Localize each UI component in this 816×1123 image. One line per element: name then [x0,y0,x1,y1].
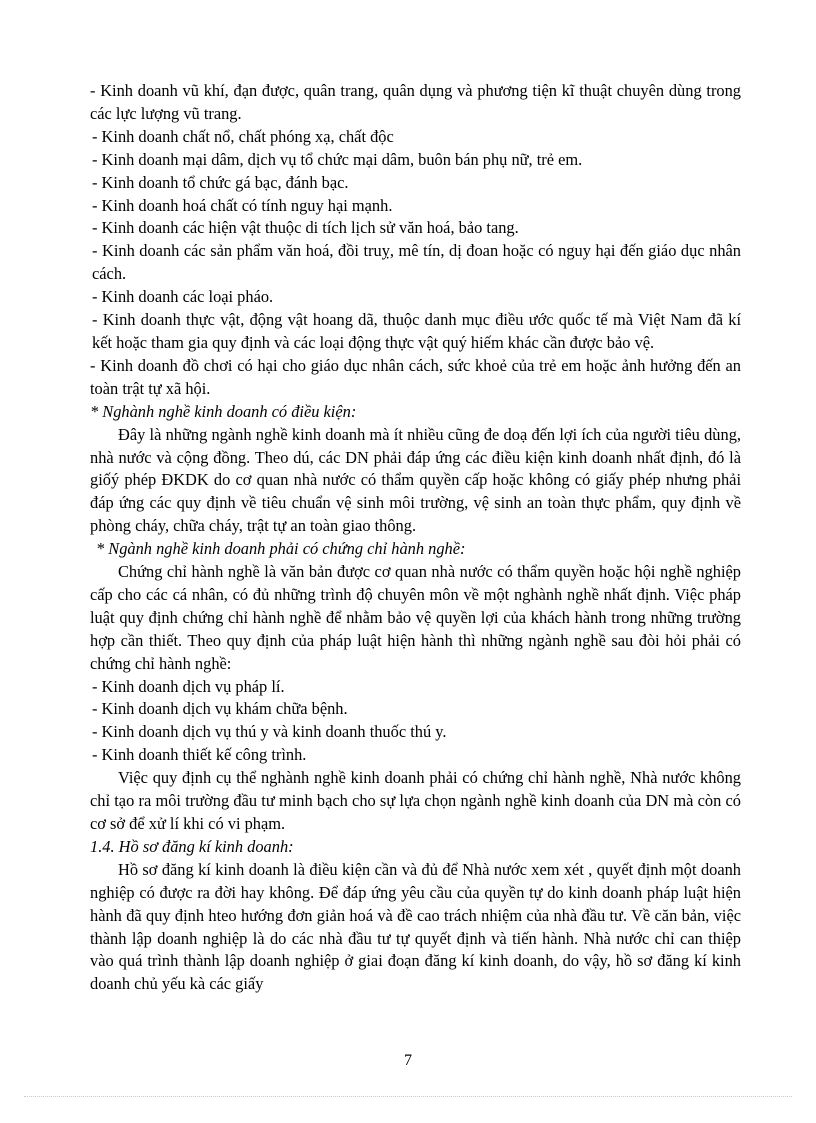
section-heading: * Nghành nghề kinh doanh có điều kiện: [90,401,357,421]
list-item: - Kinh doanh dịch vụ pháp lí. [92,676,285,696]
paragraph: Việc quy định cụ thể nghành nghề kinh doanh phải có chứng chỉ hành nghề, Nhà nước không chỉ tạo ra môi trường đầu tư minh bạch cho sự lựa chọn ngành nghề kinh doanh của DN mà còn có cơ sở để xử lí khi có vi phạm. [90,768,741,833]
paragraph: Hồ sơ đăng kí kinh doanh là điều kiện cần và đủ để Nhà nước xem xét , quyết định một doanh nghiệp có được ra đời hay không. Để đáp ứng yêu cầu của quyền tự do kinh doanh pháp luật hiện hành đã quy định hteo hướng đơn giản hoá và đề cao trách nhiệm của nhà đầu tư. Về căn bản, việc thành lập doanh nghiệp là do các nhà đầu tư tự quyết định và tiến hành. Nhà nước chỉ can thiệp vào quá trình thành lập doanh nghiệp ở giai đoạn đăng kí kinh doanh, do vậy, hồ sơ đăng kí kinh doanh chủ yếu kà các giấy [90,859,741,994]
document-page [90,80,741,996]
section-heading: 1.4. Hồ sơ đăng kí kinh doanh: [90,836,294,856]
list-item: - Kinh doanh thực vật, động vật hoang dã, thuộc danh mục điều ước quốc tế mà Việt Nam đã kí kết hoặc tham gia quy định và các loại động thực vật quý hiếm khác cần được bảo vệ. [92,310,741,352]
list-item: - Kinh doanh hoá chất có tính nguy hại mạnh. [92,195,393,215]
list-item: - Kinh doanh vũ khí, đạn được, quân trang, quân dụng và phương tiện kĩ thuật chuyên dùng trong các lực lượng vũ trang. [90,81,741,123]
list-item: - Kinh doanh chất nổ, chất phóng xạ, chất độc [92,126,394,146]
list-item: - Kinh doanh thiết kế công trình. [92,745,307,765]
list-item: - Kinh doanh mại dâm, dịch vụ tổ chức mại dâm, buôn bán phụ nữ, trẻ em. [92,149,583,169]
list-item: - Kinh doanh các hiện vật thuộc di tích lịch sử văn hoá, bảo tang. [92,218,519,238]
section-heading: * Ngành nghề kinh doanh phải có chứng chỉ hành nghề: [96,539,466,559]
list-item: - Kinh doanh dịch vụ thú y và kinh doanh thuốc thú y. [92,722,447,742]
footer-divider [24,1096,792,1097]
list-item: - Kinh doanh các sản phẩm văn hoá, đồi truỵ, mê tín, dị đoan hoặc có nguy hại đến giáo dục nhân cách. [92,241,741,284]
list-item: - Kinh doanh đồ chơi có hại cho giáo dục nhân cách, sức khoẻ của trẻ em hoặc ảnh hưởng đến an toàn trật tự xã hội. [90,355,741,398]
list-item: - Kinh doanh tổ chức gá bạc, đánh bạc. [92,172,349,192]
page-number: 7 [404,1052,412,1069]
list-item: - Kinh doanh các loại pháo. [92,287,274,307]
list-item: - Kinh doanh dịch vụ khám chữa bệnh. [92,699,348,719]
paragraph: Chứng chỉ hành nghề là văn bản được cơ quan nhà nước có thẩm quyền hoặc hội nghề nghiệp cấp cho các cá nhân, có đủ những trình độ chuyên môn về một nghành nghề nhất định. Việc pháp luật quy định chứng chỉ hành nghề để nhằm bảo vệ quyền lợi của khách hành trong những trường hợp cần thiết. Theo quy định của pháp luật hiện hành thì những ngành nghề sau đòi hỏi phải có chứng chỉ hành nghề: [90,562,741,673]
paragraph: Đây là những ngành nghề kinh doanh mà ít nhiều cũng đe doạ đến lợi ích của người tiêu dùng, nhà nước và cộng đồng. Theo dú, các DN phải đáp ứng các điều kiện kinh doanh nhất định, đó là giốý phép ĐKDK do cơ quan nhà nước có thẩm quyền cấp hoặc không có giấy phép nhưng phải đáp ứng các quy định về tiêu chuẩn vệ sinh môi trường, vệ sinh an toàn thực phẩm, quy định về phòng cháy, chữa cháy, trật tự an toàn giao thông. [90,424,741,536]
